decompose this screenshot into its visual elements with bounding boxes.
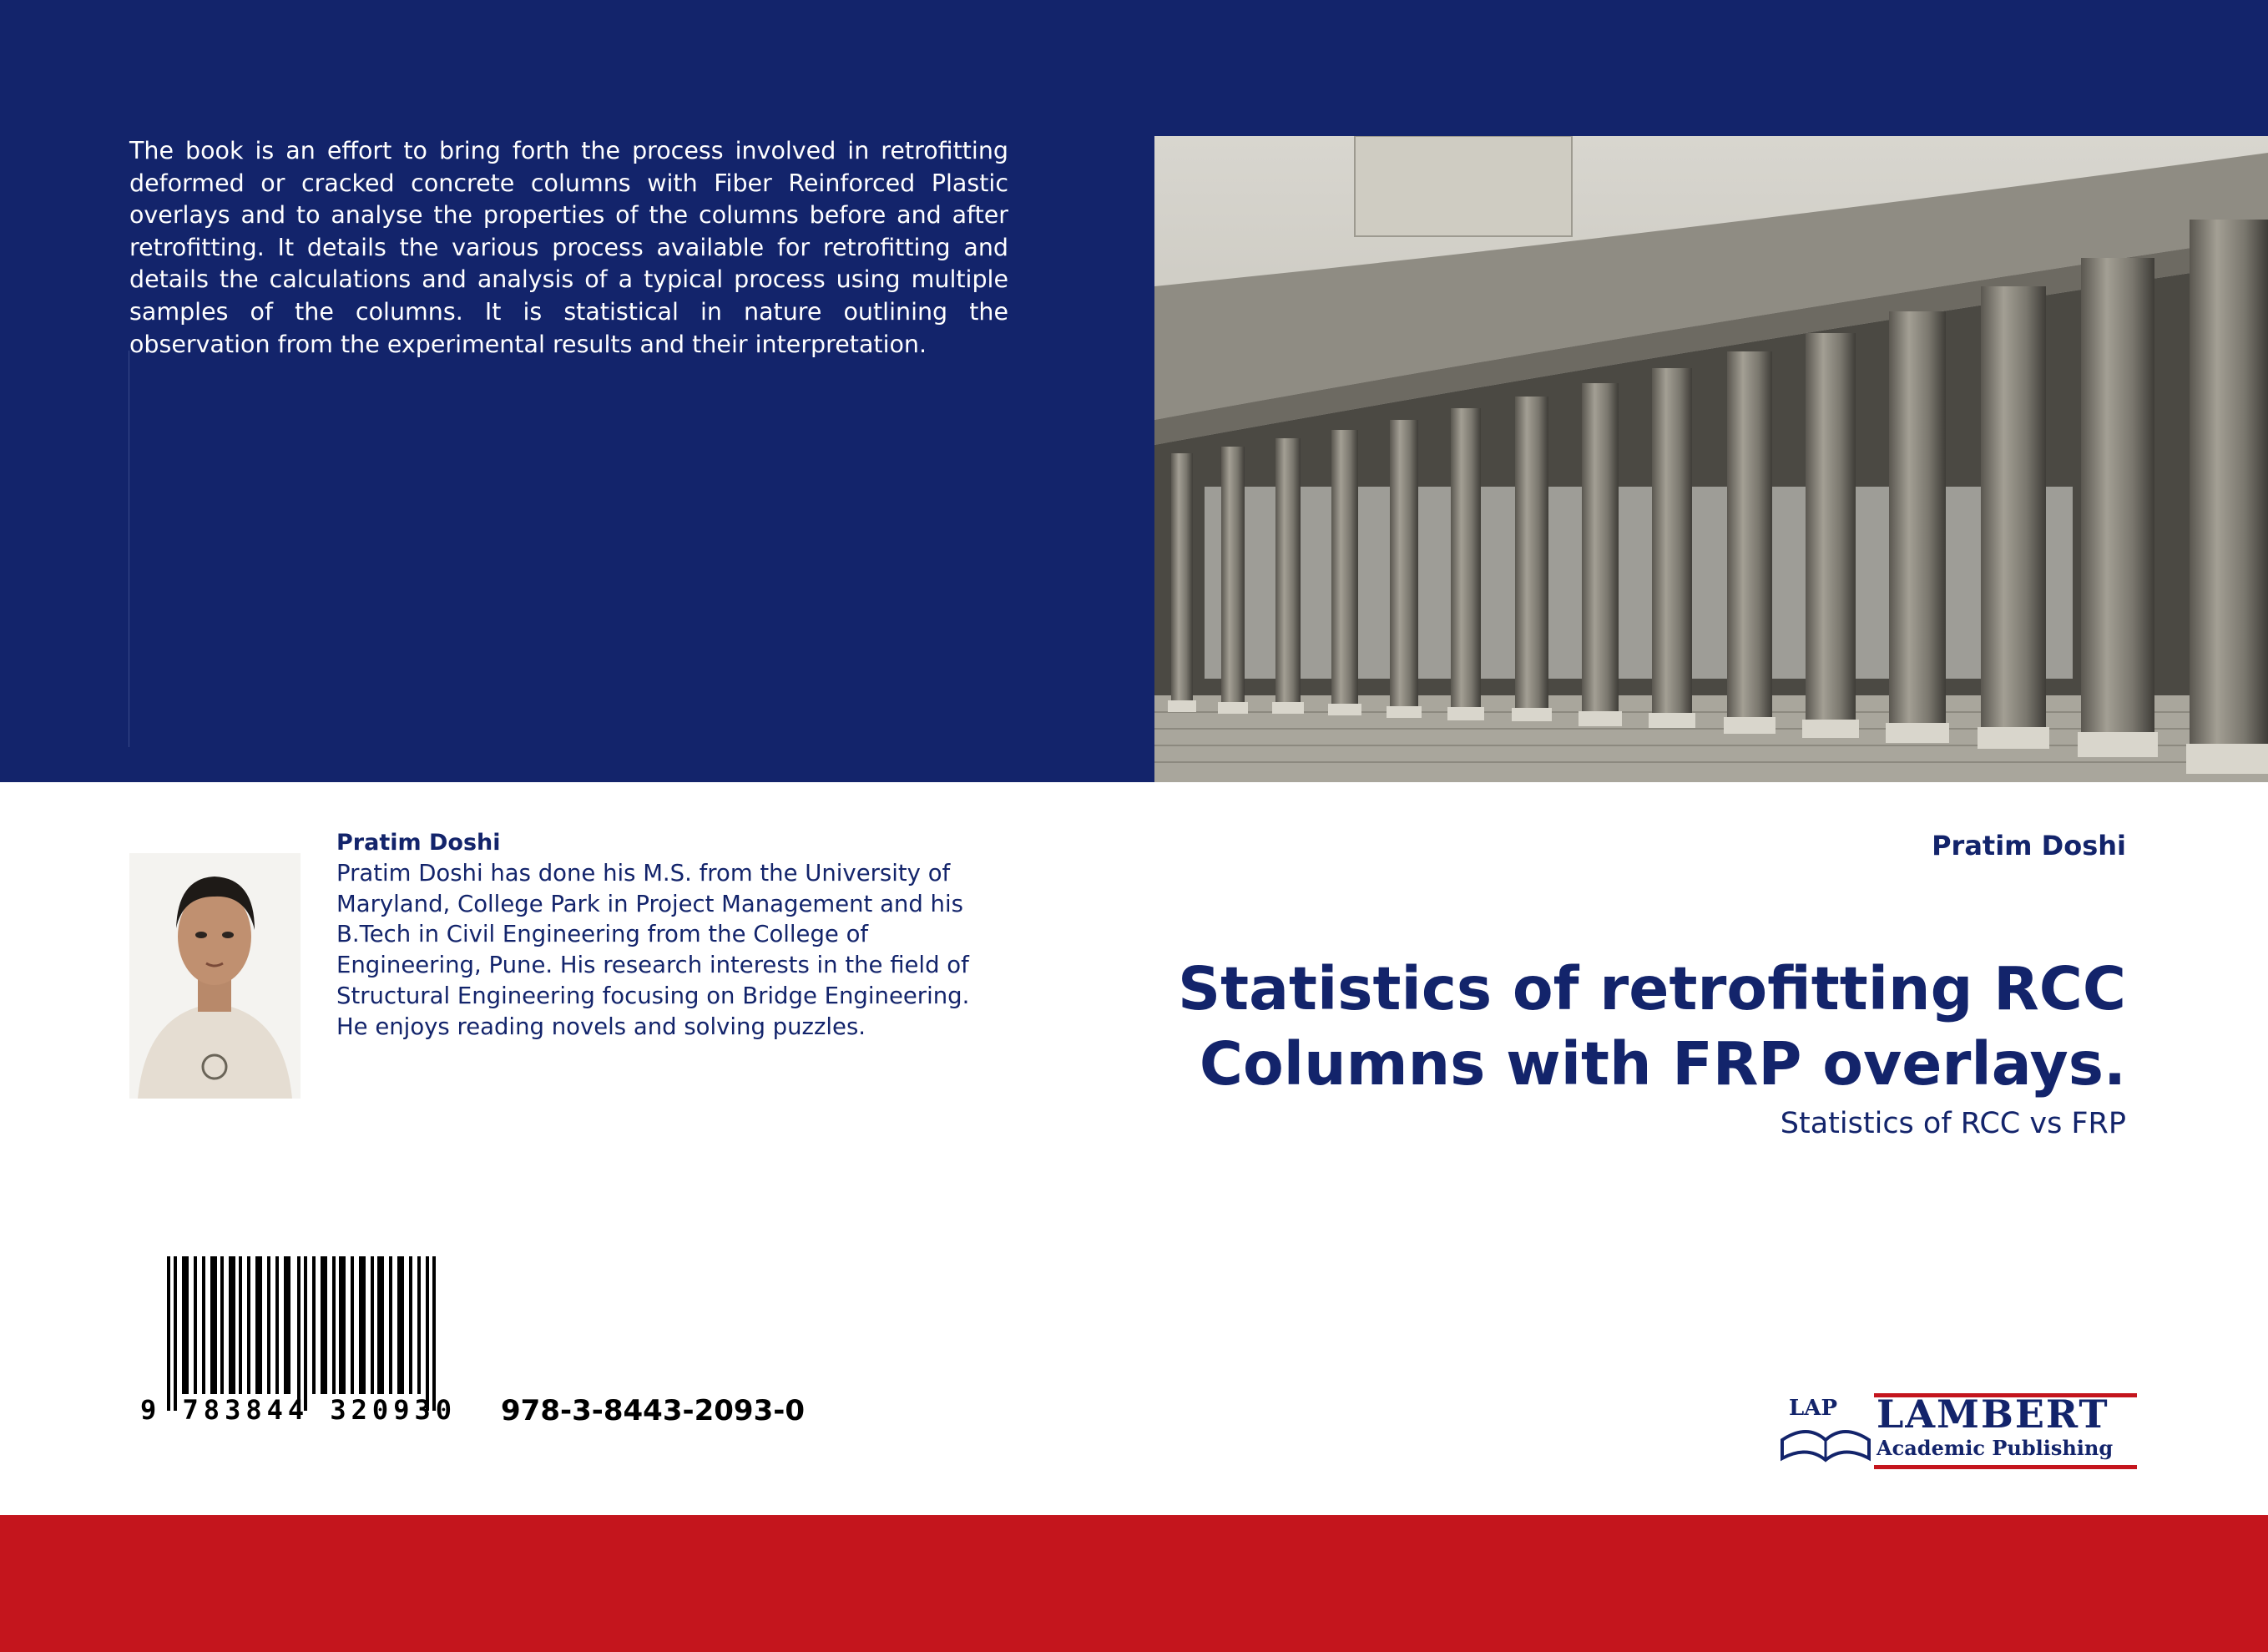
author-bio: Pratim Doshi has done his M.S. from the University of Maryland, College Park in Project Management and his B.Tech in Civil Engineering from the College of Engineering, Pune. His research interests in the field of Structural Engineering focusing on Bridge Engineering. He enjoys reading novels and solving puzzles. bbox=[336, 860, 970, 1040]
lap-text: LAP bbox=[1789, 1396, 1838, 1421]
title-line-2: Columns with FRP overlays. bbox=[1199, 1029, 2126, 1099]
publisher-name: LAMBERT bbox=[1877, 1392, 2109, 1437]
cover-author: Pratim Doshi bbox=[1932, 830, 2126, 861]
bio-author-name: Pratim Doshi bbox=[336, 830, 501, 856]
publisher-tagline: Academic Publishing bbox=[1877, 1436, 2114, 1460]
isbn-number: 978-3-8443-2093-0 bbox=[501, 1394, 805, 1427]
title-line-1: Statistics of retrofitting RCC bbox=[1178, 954, 2126, 1023]
colonnade-photo bbox=[1154, 136, 2268, 782]
book-subtitle: Statistics of RCC vs FRP bbox=[1780, 1107, 2126, 1140]
bottom-red-band bbox=[0, 1515, 2268, 1652]
book-title bbox=[1124, 952, 2126, 1102]
author-portrait bbox=[129, 853, 301, 1099]
barcode-digits: 9 783844 320930 bbox=[140, 1394, 457, 1426]
book-blurb: The book is an effort to bring forth the process involved in retrofitting deformed or cracked concrete columns with Fiber Reinforced Plastic overlays and to analyse the properties of the columns before and after retrofitting. It details the various process available for retrofitting and details the calculations and analysis of a typical process using multiple samples of the columns. It is statistical in nature outlining the observation from the experimental results and their interpretation. bbox=[129, 137, 1008, 358]
